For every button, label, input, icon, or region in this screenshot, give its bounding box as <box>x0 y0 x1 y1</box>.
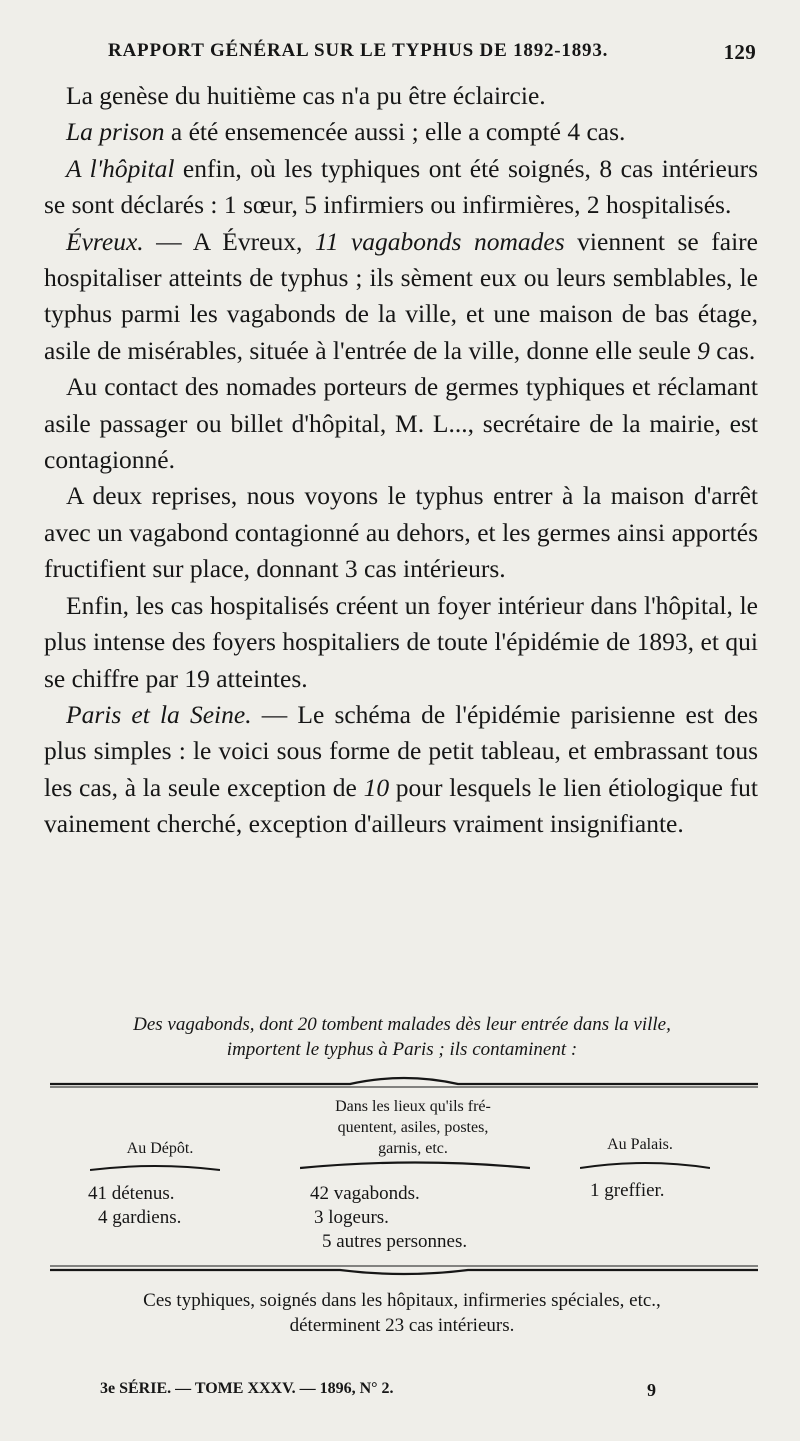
ornamental-rule-bottom <box>50 1260 758 1280</box>
paragraph-lead: La prison <box>66 117 165 147</box>
paragraph-text: viennent se faire hospitaliser atteints de typhus ; ils sèment eux ou leurs semblables, le typhus parmi les vagabonds de la ville, et une maison de bas étage, asile de misérables, située à l'entrée de la ville, donne elle seule <box>44 226 758 365</box>
running-title: RAPPORT GÉNÉRAL SUR LE TYPHUS DE 1892-1893. <box>108 40 609 61</box>
note-line: déterminent 23 cas intérieurs. <box>289 1315 515 1336</box>
paragraph <box>44 697 758 843</box>
table-caption <box>44 1012 760 1062</box>
paragraph-text: Au contact des nomades porteurs de germes typhiques et réclamant asile passager ou billet d'hôpital, M. L..., secrétaire de la mairie, est contagionné. <box>44 372 758 475</box>
depot-cell: 4 gardiens. <box>98 1207 182 1228</box>
italic-number: 9 <box>697 335 710 365</box>
column-rule <box>580 1160 710 1172</box>
palais-cell: 1 greffier. <box>590 1180 665 1201</box>
header-line: quentent, asiles, postes, <box>337 1119 489 1136</box>
column-rule <box>90 1164 220 1174</box>
paragraph <box>44 369 758 478</box>
italic-phrase: vagabonds nomades <box>338 226 565 256</box>
column-rule <box>300 1160 530 1172</box>
paragraph-text: La genèse du huitième cas n'a pu être éclaircie. <box>66 81 546 110</box>
paragraph-lead: A l'hôpital <box>66 153 175 183</box>
places-cell: 42 vagabonds. <box>310 1183 420 1204</box>
paragraph-text: — Le schéma de l'épidémie parisienne est des plus simples : le voici sous forme de petit tableau, et embrassant tous les cas, à la seule exception de <box>44 699 759 802</box>
column-header-palais <box>570 1134 710 1155</box>
paragraph-text: A deux reprises, nous voyons le typhus entrer à la maison d'arrêt avec un vagabond contagionné au dehors, et les germes ainsi apportés fructifient sur place, donnant 3 cas intérieurs. <box>44 481 758 584</box>
caption-line: importent le typhus à Paris ; ils contaminent : <box>226 1039 578 1060</box>
signature-mark: 9 <box>647 1380 656 1400</box>
page-footer <box>100 1380 740 1398</box>
page-number: 129 <box>723 40 756 64</box>
header-line: Au Dépôt. <box>126 1140 194 1157</box>
paragraph <box>44 588 758 697</box>
paragraph-text: enfin, où les typhiques ont été soignés, 8 cas intérieurs se sont déclarés : 1 sœur, 5 infirmiers ou infirmières, 2 hospitalisés. <box>44 153 758 220</box>
paragraph-lead: Évreux. <box>66 226 144 256</box>
header-line: Dans les lieux qu'ils fré- <box>335 1098 491 1115</box>
paragraph <box>44 78 758 114</box>
paragraph-text: pour lesquels le lien étiologique fut vainement cherché, exception d'ailleurs vraiment insignifiante. <box>44 772 758 839</box>
column-header-places <box>298 1096 528 1159</box>
caption-line: Des vagabonds, dont 20 tombent malades dès leur entrée dans la ville, <box>133 1014 671 1035</box>
ornamental-rule-top <box>50 1070 758 1090</box>
body-text <box>44 78 758 843</box>
paragraph-lead: Paris et la Seine. <box>66 699 252 729</box>
header-line: garnis, etc. <box>378 1140 448 1157</box>
paragraph <box>44 478 758 587</box>
paragraph <box>44 224 758 370</box>
paragraph-text: — A Évreux, <box>143 226 315 256</box>
table-note <box>44 1288 760 1338</box>
places-cell: 5 autres personnes. <box>322 1231 468 1252</box>
paragraph <box>44 114 758 150</box>
paragraph <box>44 151 758 224</box>
italic-number: 10 <box>363 772 390 802</box>
depot-cell: 41 détenus. <box>88 1183 175 1204</box>
paragraph-text: a été ensemencée aussi ; elle a compté 4 cas. <box>164 117 626 147</box>
note-line: Ces typhiques, soignés dans les hôpitaux, infirmeries spéciales, etc., <box>143 1290 661 1311</box>
running-header <box>90 40 756 70</box>
column-header-depot <box>90 1138 230 1159</box>
series-line: 3e SÉRIE. — TOME XXXV. — 1896, N° 2. <box>100 1380 394 1397</box>
paragraph-text: Enfin, les cas hospitalisés créent un foyer intérieur dans l'hôpital, le plus intense des foyers hospitaliers de toute l'épidémie de 1893, et qui se chiffre par 19 atteintes. <box>44 590 758 693</box>
places-cell: 3 logeurs. <box>314 1207 389 1228</box>
italic-number: 11 <box>314 226 339 256</box>
paragraph-text: cas. <box>709 335 756 365</box>
header-line: Au Palais. <box>607 1136 673 1153</box>
